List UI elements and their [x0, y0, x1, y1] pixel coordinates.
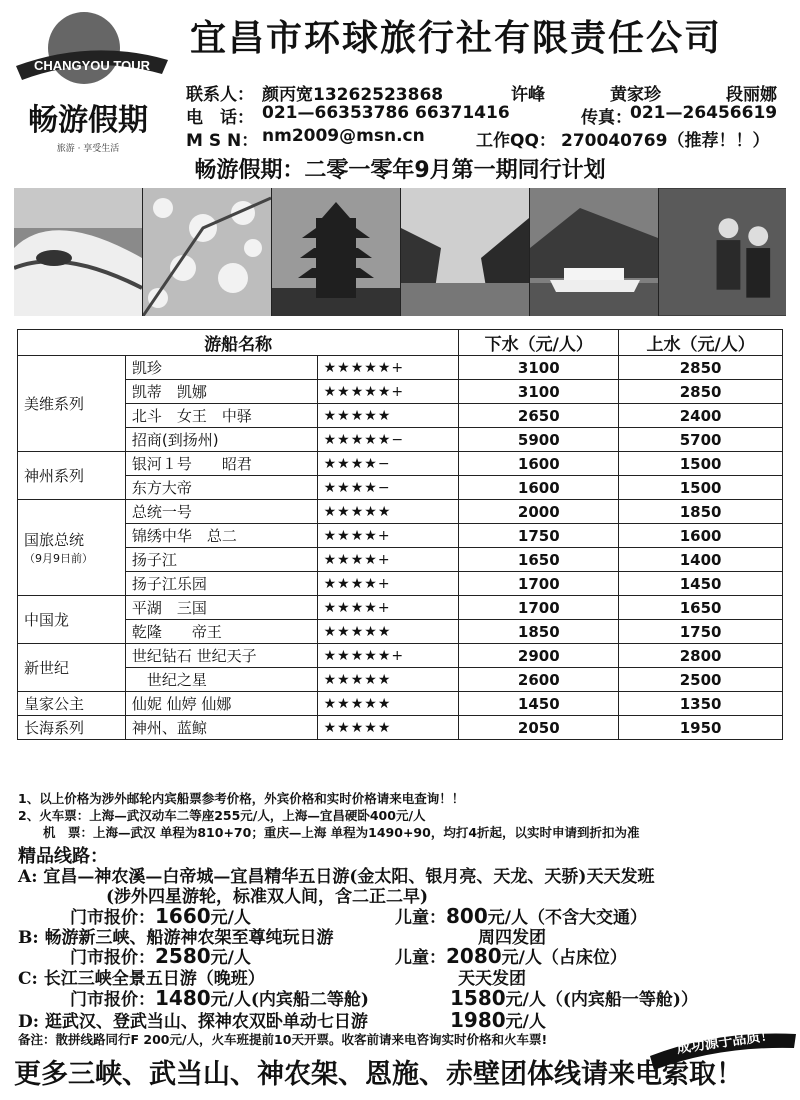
table-row: [18, 620, 783, 644]
header-ship-name: 游船名称: [18, 330, 459, 356]
upstream-price-cell: 2800: [619, 644, 783, 668]
table-row: [18, 716, 783, 740]
route-a-child-price: 儿童：800元/人（不含大交通）: [395, 904, 647, 928]
route-d-price: 1980元/人: [450, 1008, 546, 1032]
series-name-cell: [18, 452, 126, 500]
downstream-price-cell: 3100: [459, 380, 619, 404]
star-rating-cell: ★★★★★: [317, 668, 459, 692]
phone-label: 电 话：: [186, 108, 254, 128]
route-b-title: B: 畅游新三峡、船游神农架至尊纯玩日游: [18, 928, 334, 948]
star-rating-cell: ★★★★★: [317, 404, 459, 428]
downstream-price-cell: 5900: [459, 428, 619, 452]
upstream-price-cell: 5700: [619, 428, 783, 452]
ship-name-cell: 总统一号: [125, 500, 317, 524]
phone-line: [186, 103, 786, 128]
ship-name-cell: 凯珍: [125, 356, 317, 380]
series-name-cell: [18, 692, 126, 716]
downstream-price-cell: 1750: [459, 524, 619, 548]
downstream-price-cell: 3100: [459, 356, 619, 380]
msn-address: nm2009@msn.cn: [262, 126, 425, 146]
company-name: 宜昌市环球旅行社有限责任公司: [190, 18, 723, 59]
cruise-price-table: [17, 329, 783, 740]
series-note: （9月9日前）: [24, 552, 93, 565]
downstream-price-cell: 1700: [459, 572, 619, 596]
photo-strip: [14, 188, 786, 316]
upstream-price-cell: 1400: [619, 548, 783, 572]
route-b-child-value: 2080: [446, 944, 502, 968]
cruise-ship-photo-icon: [530, 188, 658, 316]
ship-name-cell: 神州、蓝鲸: [125, 716, 317, 740]
route-a-adult-value: 1660: [155, 904, 211, 928]
msn-line: [186, 126, 786, 151]
downstream-price-cell: 2600: [459, 668, 619, 692]
downstream-price-cell: 2650: [459, 404, 619, 428]
ship-name-cell: 锦绣中华 总二: [125, 524, 317, 548]
table-row: [18, 596, 783, 620]
table-row: [18, 476, 783, 500]
logo-globe-icon: [48, 12, 120, 84]
route-b-schedule: 周四发团: [478, 928, 546, 948]
ship-name-cell: 仙妮 仙婷 仙娜: [125, 692, 317, 716]
upstream-price-cell: 2850: [619, 356, 783, 380]
route-c-schedule: 天天发团: [458, 969, 526, 989]
upstream-price-cell: 2850: [619, 380, 783, 404]
series-name: 中国龙: [24, 611, 70, 629]
series-name: 神州系列: [24, 467, 85, 485]
route-c-title: C: 长江三峡全景五日游（晚班）: [18, 969, 265, 989]
remark: 备注：散拼线路同行F 200元/人，火车班提前10天开票。收客前请来电咨询实时价格和火车票!: [18, 1032, 548, 1047]
footer-callout: 更多三峡、武当山、神农架、恩施、赤壁团体线请来电索取！: [14, 1059, 743, 1090]
header-upstream: 上水（元/人）: [619, 330, 783, 356]
star-rating-cell: ★★★★★+: [317, 644, 459, 668]
route-b-adult-price: 门市报价：2580元/人: [70, 944, 251, 968]
table-row: [18, 524, 783, 548]
contact-person-1: 颜丙宽13262523868: [262, 85, 444, 105]
series-name-cell: [18, 596, 126, 644]
logo-tagline: 旅游 · 享受生活: [56, 144, 120, 154]
ship-name-cell: 银河１号 昭君: [125, 452, 317, 476]
ship-name-cell: 招商(到扬州): [125, 428, 317, 452]
upstream-price-cell: 1850: [619, 500, 783, 524]
star-rating-cell: ★★★★+: [317, 548, 459, 572]
table-row: [18, 356, 783, 380]
star-rating-cell: ★★★★★: [317, 620, 459, 644]
downstream-price-cell: 2900: [459, 644, 619, 668]
ship-name-cell: 东方大帝: [125, 476, 317, 500]
star-rating-cell: ★★★★★−: [317, 428, 459, 452]
ship-name-cell: 平湖 三国: [125, 596, 317, 620]
route-a-child-value: 800: [446, 904, 488, 928]
route-d-value: 1980: [450, 1008, 506, 1032]
route-c-alt-price: 1580元/人（(内宾船一等舱)）: [450, 986, 698, 1010]
plan-subtitle: 畅游假期：二零一零年9月第一期同行计划: [194, 158, 606, 183]
fax-number: 021—26456619: [630, 103, 778, 123]
ship-name-cell: 扬子江乐园: [125, 572, 317, 596]
upstream-price-cell: 1600: [619, 524, 783, 548]
qq-label: 工作QQ：: [476, 131, 556, 151]
route-c-alt-value: 1580: [450, 986, 506, 1010]
logo-brand-en: CHANGYOU TOUR: [33, 58, 151, 73]
slogan-text: 成功源于品质！: [675, 1027, 776, 1057]
series-name-cell: [18, 356, 126, 452]
table-row: [18, 668, 783, 692]
train-photo-icon: [14, 188, 142, 316]
downstream-price-cell: 1600: [459, 476, 619, 500]
downstream-price-cell: 1850: [459, 620, 619, 644]
downstream-price-cell: 2000: [459, 500, 619, 524]
upstream-price-cell: 1750: [619, 620, 783, 644]
phone-number: 021—66353786 66371416: [262, 103, 510, 123]
downstream-price-cell: 1700: [459, 596, 619, 620]
table-row: [18, 428, 783, 452]
ship-name-cell: 扬子江: [125, 548, 317, 572]
note-1: 1、以上价格为涉外邮轮内宾船票参考价格，外宾价格和实时价格请来电查询！！: [18, 791, 465, 806]
downstream-price-cell: 1600: [459, 452, 619, 476]
star-rating-cell: ★★★★★: [317, 692, 459, 716]
note-2-train: 2、火车票：上海—武汉动车二等座255元/人，上海—宜昌硬卧400元/人: [18, 808, 426, 823]
star-rating-cell: ★★★★+: [317, 524, 459, 548]
star-rating-cell: ★★★★+: [317, 596, 459, 620]
ship-name-cell: 世纪之星: [125, 668, 317, 692]
route-c-adult-value: 1480: [155, 986, 211, 1010]
ship-name-cell: 乾隆 帝王: [125, 620, 317, 644]
star-rating-cell: ★★★★−: [317, 476, 459, 500]
downstream-price-cell: 2050: [459, 716, 619, 740]
downstream-price-cell: 1650: [459, 548, 619, 572]
star-rating-cell: ★★★★+: [317, 572, 459, 596]
table-row: [18, 548, 783, 572]
route-a-subtitle: (涉外四星游轮，标准双人间，含二正二早): [106, 887, 429, 907]
route-b-adult-value: 2580: [155, 944, 211, 968]
changyou-tour-logo: [12, 8, 172, 158]
note-3-flight: 机 票：上海—武汉 单程为810+70；重庆—上海 单程为1490+90，均打4折起，以实时申请到折扣为准: [18, 825, 640, 840]
qq-number: 270040769（推荐！！）: [561, 131, 770, 151]
ship-name-cell: 世纪钻石 世纪天子: [125, 644, 317, 668]
table-row: [18, 644, 783, 668]
star-rating-cell: ★★★★−: [317, 452, 459, 476]
routes-heading: 精品线路：: [18, 846, 108, 867]
star-rating-cell: ★★★★★+: [317, 380, 459, 404]
contact-person-4: 段丽娜: [726, 85, 777, 105]
upstream-price-cell: 1500: [619, 476, 783, 500]
header-downstream: 下水（元/人）: [459, 330, 619, 356]
table-row: [18, 500, 783, 524]
gorge-photo-icon: [401, 188, 529, 316]
contact-label: 联系人：: [186, 85, 254, 105]
series-name: 新世纪: [24, 659, 70, 677]
table-row: [18, 692, 783, 716]
table-row: [18, 404, 783, 428]
table-row: [18, 452, 783, 476]
slogan-banner: [648, 1026, 798, 1070]
upstream-price-cell: 1450: [619, 572, 783, 596]
route-c-adult-price: 门市报价：1480元/人(内宾船二等舱): [70, 986, 369, 1010]
route-d-title: D: 逛武汉、登武当山、探神农双卧单动七日游: [18, 1012, 368, 1032]
msn-label: M S N：: [186, 131, 259, 151]
series-name-cell: [18, 716, 126, 740]
table-row: [18, 380, 783, 404]
upstream-price-cell: 1650: [619, 596, 783, 620]
series-name: 长海系列: [24, 719, 85, 737]
contact-person-2: 许峰: [511, 85, 545, 105]
ship-name-cell: 凯蒂 凯娜: [125, 380, 317, 404]
route-a-title: A: 宜昌—神农溪—白帝城—宜昌精华五日游(金太阳、银月亮、天龙、天骄)天天发班: [18, 867, 655, 887]
star-rating-cell: ★★★★★+: [317, 356, 459, 380]
upstream-price-cell: 1500: [619, 452, 783, 476]
upstream-price-cell: 1350: [619, 692, 783, 716]
table-header-row: [18, 330, 783, 356]
fax-label: 传真：: [581, 108, 632, 128]
crane-tower-photo-icon: [272, 188, 400, 316]
logo-brand-cn: 畅游假期: [28, 103, 148, 138]
ship-name-cell: 北斗 女王 中驿: [125, 404, 317, 428]
upstream-price-cell: 2500: [619, 668, 783, 692]
star-rating-cell: ★★★★★: [317, 500, 459, 524]
contact-person-3: 黄家珍: [610, 85, 661, 105]
series-name: 国旅总统: [24, 531, 85, 549]
upstream-price-cell: 1950: [619, 716, 783, 740]
contact-line: [186, 80, 786, 105]
downstream-price-cell: 1450: [459, 692, 619, 716]
series-name-cell: [18, 500, 126, 596]
blossom-photo-icon: [143, 188, 271, 316]
upstream-price-cell: 2400: [619, 404, 783, 428]
table-row: [18, 572, 783, 596]
series-name: 皇家公主: [24, 695, 85, 713]
route-a-adult-price: 门市报价：1660元/人: [70, 904, 251, 928]
tujia-girls-photo-icon: [659, 188, 786, 316]
star-rating-cell: ★★★★★: [317, 716, 459, 740]
series-name-cell: [18, 644, 126, 692]
series-name: 美维系列: [24, 395, 85, 413]
route-b-child-price: 儿童：2080元/人（占床位）: [395, 944, 627, 968]
